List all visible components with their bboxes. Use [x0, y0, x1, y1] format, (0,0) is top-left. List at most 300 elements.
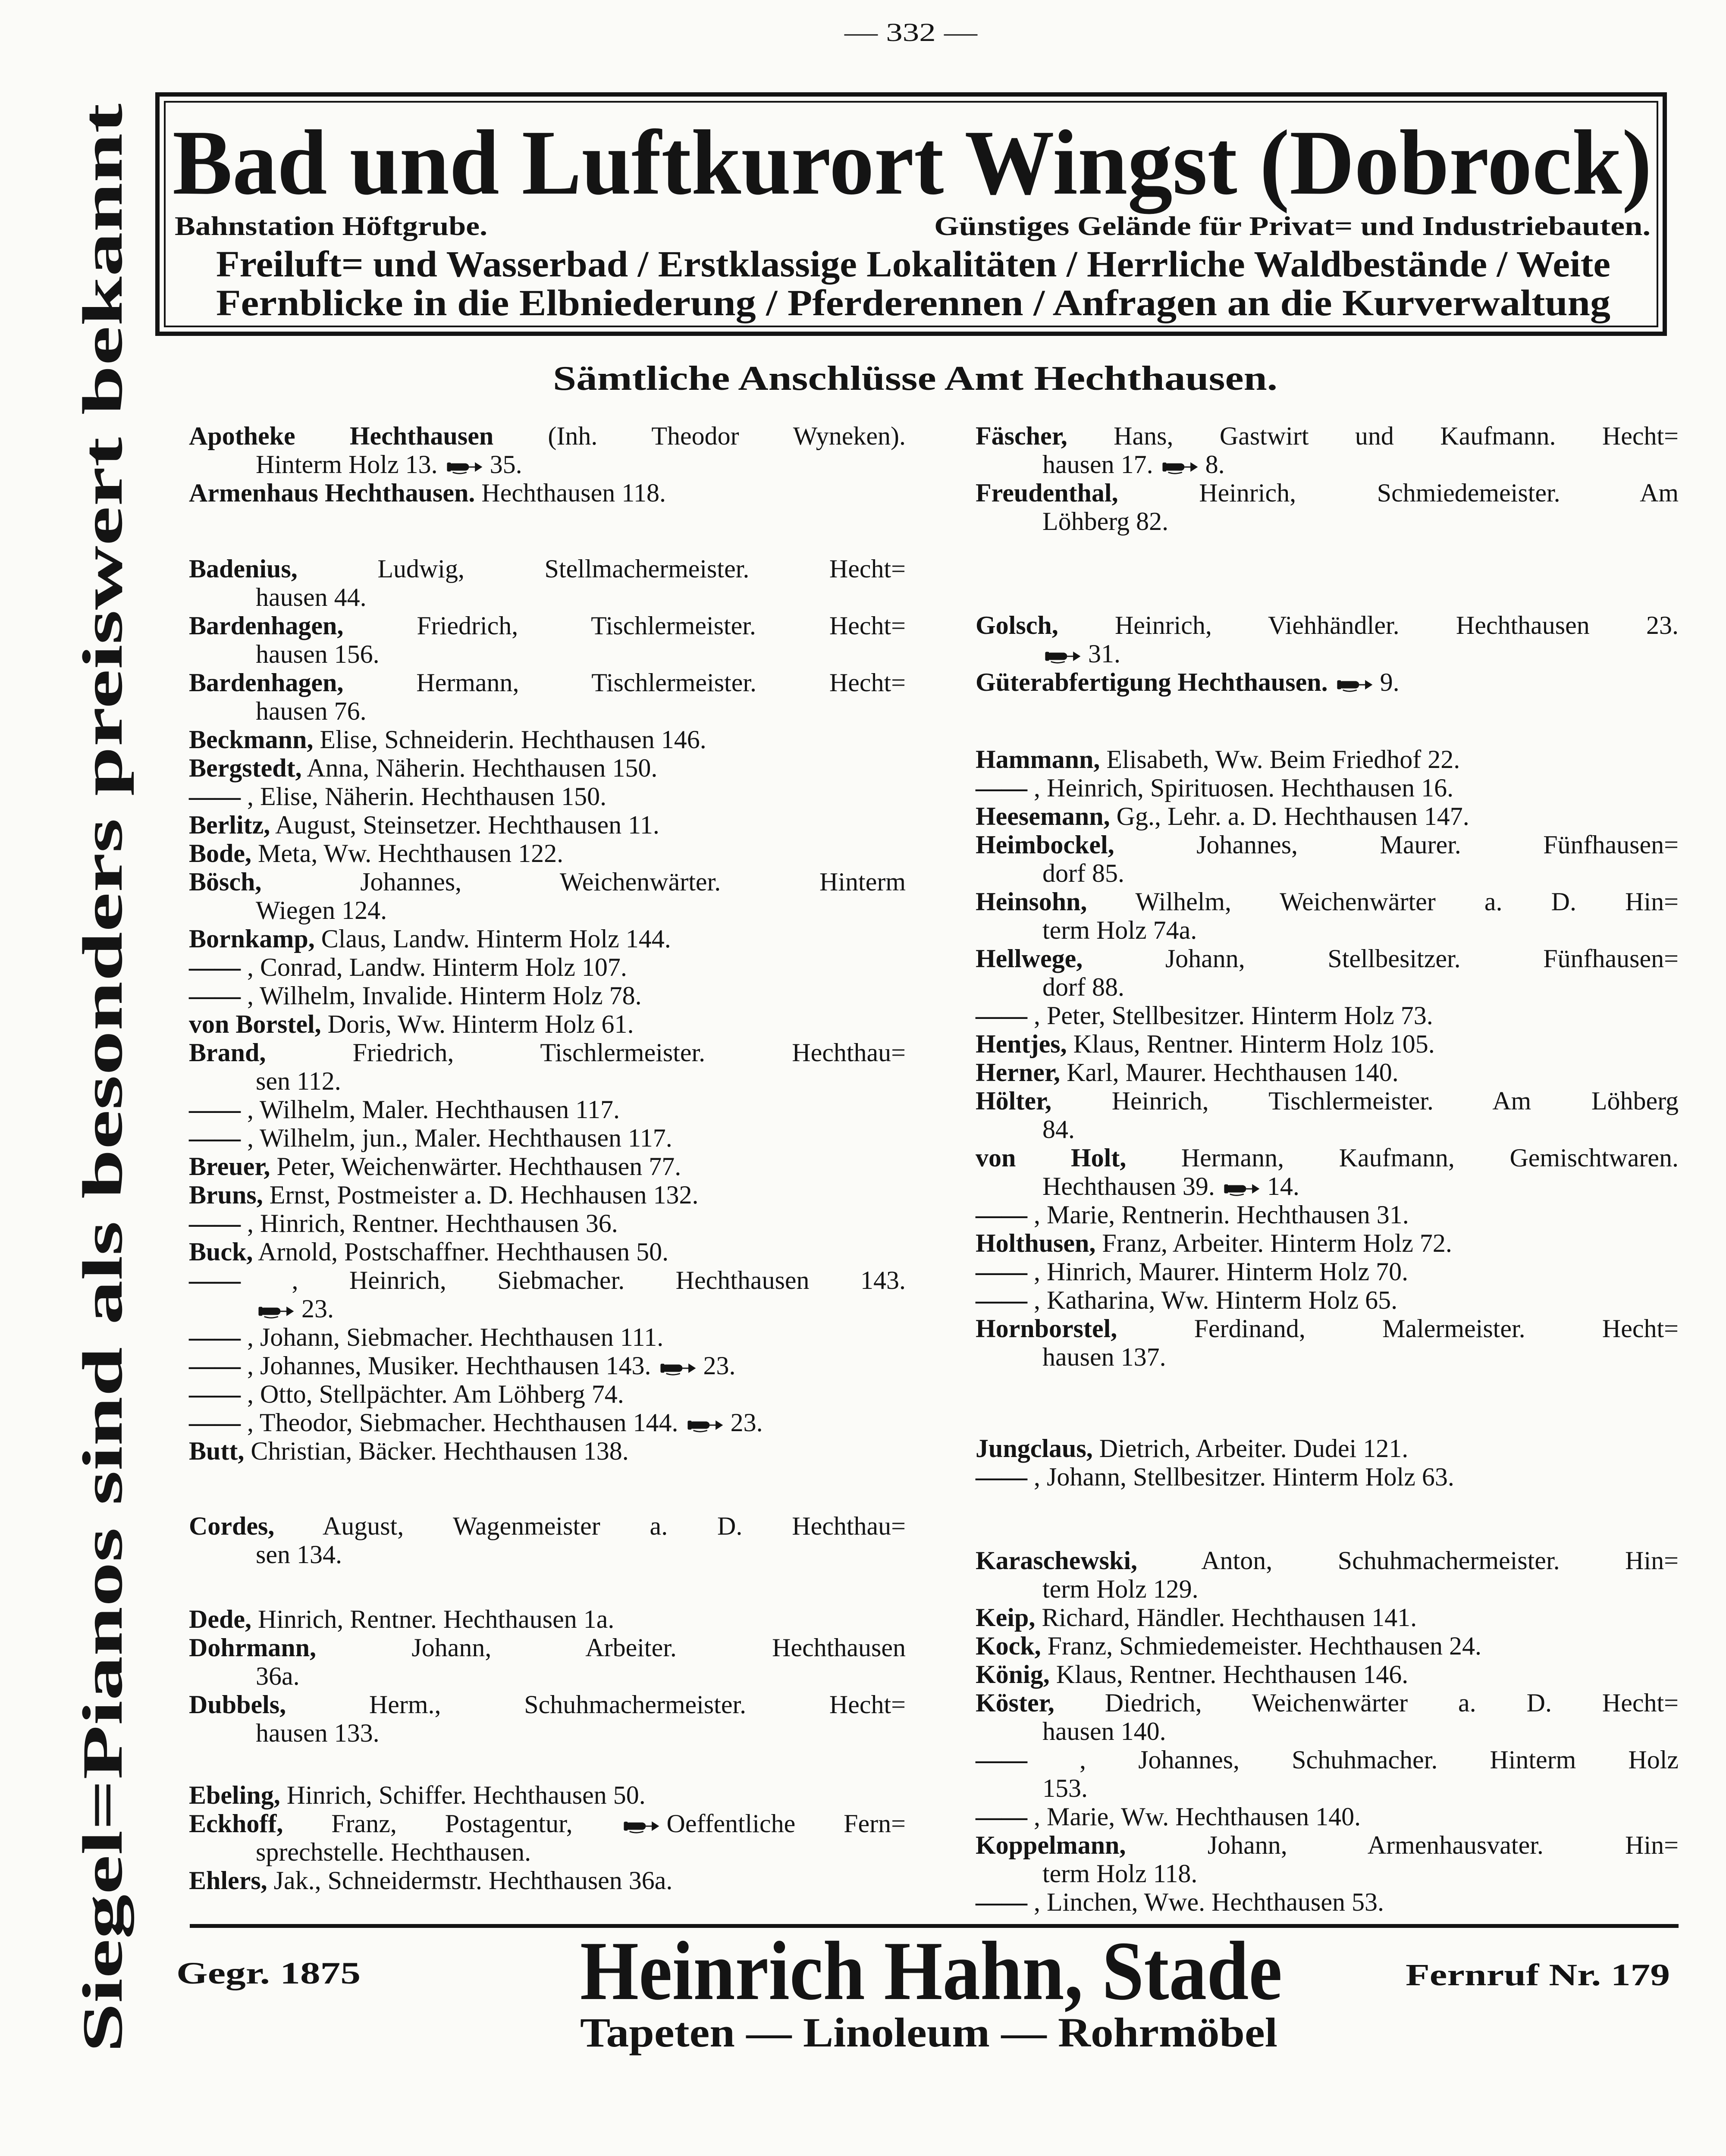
entry-text: Oeffentliche Fern= [666, 1809, 906, 1838]
entry-name: Koppelmann, [976, 1831, 1126, 1859]
entry-continuation-line [189, 1294, 906, 1323]
entry-line [976, 1058, 1679, 1087]
entry-text: hausen 76. [256, 697, 367, 725]
directory-entry [976, 1802, 1679, 1831]
directory-entry [976, 1229, 1679, 1257]
directory-entry [976, 1030, 1679, 1058]
entry-line [976, 1463, 1679, 1491]
entry-text: 31. [1088, 639, 1120, 668]
entry-text: Herm., Schuhmachermeister. Hecht= [369, 1690, 906, 1719]
entry-text: , Johann, Siebmacher. Hechthausen 111. [247, 1323, 664, 1351]
directory-entry [976, 1314, 1679, 1371]
entry-text: Hans, Gastwirt und Kaufmann. Hecht= [1114, 422, 1679, 450]
entry-text: , Wilhelm, jun., Maler. Hechthausen 117. [247, 1124, 672, 1152]
entry-line [976, 1831, 1679, 1859]
directory-entry [976, 745, 1679, 774]
entry-continuation-line [189, 640, 906, 668]
entry-text: 14. [1267, 1172, 1299, 1200]
entry-line [189, 1124, 906, 1152]
directory-entry [976, 944, 1679, 1001]
entry-line [976, 802, 1679, 830]
directory-entry [189, 1633, 906, 1690]
entry-text: Hechthausen 39. [1042, 1172, 1215, 1200]
entry-name: Dubbels, [189, 1690, 286, 1719]
directory-entry [189, 1380, 906, 1408]
entry-text: , Johannes, Musiker. Hechthausen 143. [247, 1351, 651, 1380]
entry-name: Hölter, [976, 1087, 1052, 1115]
entry-continuation-line [189, 1838, 906, 1866]
entry-line [976, 887, 1679, 916]
entry-name: Ehlers, [189, 1866, 267, 1895]
entry-name: Hammann, [976, 745, 1100, 774]
entry-line [189, 754, 906, 782]
entry-text: 84. [1042, 1115, 1075, 1144]
directory-entry [189, 1809, 906, 1866]
entry-name: Cordes, [189, 1512, 275, 1540]
entry-name: —— [189, 1266, 241, 1294]
telephone-icon [687, 1410, 724, 1425]
ad-terrain: Günstiges Gelände für Privat= und Industriebauten. [934, 212, 1651, 241]
entry-line [976, 1001, 1679, 1030]
entry-text: Ludwig, Stellmachermeister. Hecht= [377, 555, 906, 583]
directory-entry [976, 1200, 1679, 1229]
directory-entry [976, 887, 1679, 944]
entry-continuation-line [976, 1575, 1679, 1603]
directory-entry [189, 1152, 906, 1181]
entry-continuation-line [976, 1115, 1679, 1144]
entry-name: —— [976, 1286, 1027, 1314]
entry-line [976, 1689, 1679, 1717]
directory-entry [976, 479, 1679, 536]
entry-name: Köster, [976, 1689, 1054, 1717]
entry-text: 23. [703, 1351, 736, 1380]
entry-text: Johann, Stellbesitzer. Fünfhausen= [1165, 944, 1679, 973]
entry-line [189, 725, 906, 754]
entry-name: —— [189, 1124, 241, 1152]
entry-continuation-line [189, 583, 906, 611]
entry-name: Kock, [976, 1632, 1041, 1660]
directory-entry [976, 1632, 1679, 1660]
entry-line [976, 1632, 1679, 1660]
entry-text: , Katharina, Ww. Hinterm Holz 65. [1034, 1286, 1398, 1314]
entry-text: hausen 44. [256, 583, 367, 611]
directory-entry [976, 1001, 1679, 1030]
entry-line [189, 1152, 906, 1181]
directory-entry [189, 1690, 906, 1747]
entry-line [976, 1888, 1679, 1916]
entry-text: Wiegen 124. [256, 896, 387, 924]
entry-line [189, 1437, 906, 1465]
directory-entry [189, 1095, 906, 1124]
entry-line [189, 981, 906, 1010]
entry-continuation-line [976, 1343, 1679, 1371]
entry-text: hausen 17. [1042, 450, 1153, 479]
entry-name: Bruns, [189, 1181, 263, 1209]
entry-name: —— [189, 981, 241, 1010]
entry-name: Eckhoff, [189, 1809, 283, 1838]
entry-continuation-line [189, 450, 906, 479]
directory-entry [976, 1058, 1679, 1087]
entry-line [189, 1809, 906, 1838]
entry-text: Franz, Postagentur, [331, 1809, 573, 1838]
entry-text: 153. [1042, 1774, 1088, 1802]
letter-group [189, 555, 906, 1465]
entry-text: 9. [1380, 668, 1400, 696]
company-products: Tapeten — Linoleum — Rohrmöbel [580, 2009, 1277, 2056]
entry-continuation-line [976, 973, 1679, 1001]
directory-entry [976, 1603, 1679, 1632]
directory-entry [189, 1437, 906, 1465]
letter-group [189, 422, 906, 507]
bottom-advertisement [176, 1924, 1670, 2056]
letter-group [976, 1546, 1679, 1916]
entry-text: Gg., Lehr. a. D. Hechthausen 147. [1116, 802, 1469, 830]
section-heading: Sämtliche Anschlüsse Amt Hechthausen. [553, 360, 1277, 398]
entry-line [976, 830, 1679, 859]
entry-continuation-line [976, 450, 1679, 479]
entry-name: —— [976, 1200, 1027, 1229]
entry-name: Heimbockel, [976, 830, 1114, 859]
entry-line [189, 479, 906, 507]
entry-line [189, 611, 906, 640]
entry-text: Hinterm Holz 13. [256, 450, 438, 479]
directory-entry [976, 774, 1679, 802]
entry-text: Peter, Weichenwärter. Hechthausen 77. [276, 1152, 681, 1181]
entry-name: Berlitz, [189, 811, 270, 839]
letter-group [189, 1512, 906, 1569]
directory-entry [976, 1831, 1679, 1888]
entry-text: Friedrich, Tischlermeister. Hecht= [417, 611, 906, 640]
entry-continuation-line [189, 1067, 906, 1095]
directory-entry [189, 811, 906, 839]
ad-features-line-2: Fernblicke in die Elbniederung / Pferderennen / Anfragen an die Kurverwaltung [216, 282, 1610, 323]
entry-line [189, 1866, 906, 1895]
entry-line [976, 1229, 1679, 1257]
entry-name: Ebeling, [189, 1781, 280, 1809]
entry-text: , Heinrich, Siebmacher. Hechthausen 143. [292, 1266, 906, 1294]
entry-name: König, [976, 1660, 1050, 1689]
entry-name: Jungclaus, [976, 1434, 1093, 1463]
entry-name: —— [189, 953, 241, 981]
entry-name: —— [189, 1323, 241, 1351]
entry-name: Bardenhagen, [189, 611, 344, 640]
entry-text: hausen 133. [256, 1719, 380, 1747]
directory-entry [189, 981, 906, 1010]
directory-entry [976, 830, 1679, 887]
entry-text: hausen 140. [1042, 1717, 1166, 1745]
entry-name: —— [189, 1351, 241, 1380]
directory-entry [976, 611, 1679, 668]
entry-text: 36a. [256, 1662, 300, 1690]
entry-name: Bode, [189, 839, 252, 868]
entry-line [976, 422, 1679, 450]
telephone-icon [1045, 641, 1081, 656]
entry-name: —— [189, 1408, 241, 1437]
entry-continuation-line [189, 697, 906, 725]
entry-line [976, 1030, 1679, 1058]
entry-continuation-line [189, 1540, 906, 1569]
entry-line [976, 1745, 1679, 1774]
entry-name: Heesemann, [976, 802, 1110, 830]
entry-text: sen 112. [256, 1067, 341, 1095]
entry-text: Ferdinand, Malermeister. Hecht= [1194, 1314, 1679, 1343]
entry-text: , Linchen, Wwe. Hechthausen 53. [1034, 1888, 1384, 1916]
entry-name: Golsch, [976, 611, 1058, 639]
entry-name: Holthusen, [976, 1229, 1096, 1257]
directory-entry [189, 555, 906, 611]
entry-text: Klaus, Rentner. Hechthausen 146. [1056, 1660, 1409, 1689]
letter-group [976, 1434, 1679, 1491]
entry-text: Richard, Händler. Hechthausen 141. [1042, 1603, 1417, 1632]
entry-continuation-line [189, 896, 906, 924]
page-number: — 332 — [844, 18, 978, 47]
entry-text: Johann, Arbeiter. Hechthausen [411, 1633, 906, 1662]
entry-line [976, 774, 1679, 802]
entry-text: , Elise, Näherin. Hechthausen 150. [247, 782, 607, 811]
founded-year: Gegr. 1875 [176, 1956, 361, 1990]
entry-text: , Wilhelm, Maler. Hechthausen 117. [247, 1095, 620, 1124]
telephone-icon [447, 452, 483, 467]
entry-text: Claus, Landw. Hinterm Holz 144. [321, 924, 671, 953]
entry-line [189, 782, 906, 811]
entry-text: sprechstelle. Hechthausen. [256, 1838, 531, 1866]
entry-text: Christian, Bäcker. Hechthausen 138. [251, 1437, 629, 1465]
entry-name: Buck, [189, 1238, 253, 1266]
entry-name: —— [976, 1001, 1027, 1030]
entry-text: Anna, Näherin. Hechthausen 150. [307, 754, 658, 782]
directory-entry [189, 1266, 906, 1323]
entry-text: term Holz 118. [1042, 1859, 1198, 1888]
directory-entry [189, 754, 906, 782]
directory-entry [189, 1124, 906, 1152]
entry-line [189, 924, 906, 953]
directory-entry [976, 422, 1679, 479]
entry-text: Wilhelm, Weichenwärter a. D. Hin= [1135, 887, 1679, 916]
entry-name: Freudenthal, [976, 479, 1118, 507]
entry-line [189, 1238, 906, 1266]
directory-entry [189, 1038, 906, 1095]
entry-line [189, 1266, 906, 1294]
directory-entry [976, 802, 1679, 830]
entry-continuation-line [189, 1719, 906, 1747]
directory-entry [976, 668, 1679, 696]
entry-text: Dietrich, Arbeiter. Dudei 121. [1099, 1434, 1409, 1463]
entry-name: von Holt, [976, 1144, 1127, 1172]
directory-entry [189, 1323, 906, 1351]
entry-text: hausen 137. [1042, 1343, 1166, 1371]
entry-line [976, 1802, 1679, 1831]
ad-station: Bahnstation Höftgrube. [175, 212, 487, 241]
entry-text: Hermann, Tischlermeister. Hecht= [416, 668, 906, 697]
telephone-icon [258, 1296, 295, 1311]
entry-text: , Conrad, Landw. Hinterm Holz 107. [247, 953, 627, 981]
entry-text: Hinrich, Rentner. Hechthausen 1a. [257, 1605, 615, 1633]
entry-name: —— [189, 1095, 241, 1124]
entry-text: (Inh. Theodor Wyneken). [548, 422, 906, 450]
entry-text: , Marie, Rentnerin. Hechthausen 31. [1034, 1200, 1409, 1229]
entry-continuation-line [189, 1662, 906, 1690]
entry-continuation-line [976, 916, 1679, 944]
entry-name: Bergstedt, [189, 754, 302, 782]
entry-text: , Hinrich, Rentner. Hechthausen 36. [247, 1209, 618, 1238]
entry-text: Anton, Schuhmachermeister. Hin= [1201, 1546, 1679, 1575]
entry-text: Heinrich, Viehhändler. Hechthausen 23. [1114, 611, 1679, 639]
directory-entry [976, 1463, 1679, 1491]
entry-continuation-line [976, 507, 1679, 536]
entry-name: Bornkamp, [189, 924, 315, 953]
entry-text: hausen 156. [256, 640, 380, 668]
entry-line [976, 745, 1679, 774]
entry-line [189, 422, 906, 450]
entry-name: Dede, [189, 1605, 251, 1633]
entry-line [189, 1408, 906, 1437]
entry-name: Fäscher, [976, 422, 1067, 450]
letter-group [189, 1605, 906, 1747]
directory-entry [189, 1351, 906, 1380]
directory-entry [976, 1660, 1679, 1689]
directory-entry [189, 1605, 906, 1633]
entry-text: , Heinrich, Spirituosen. Hechthausen 16. [1034, 774, 1454, 802]
directory-entry [976, 1087, 1679, 1144]
entry-text: August, Wagenmeister a. D. Hechthau= [322, 1512, 906, 1540]
entry-text: , Otto, Stellpächter. Am Löhberg 74. [247, 1380, 624, 1408]
directory-column-right [976, 422, 1679, 1916]
entry-text: 35. [490, 450, 522, 479]
directory-entry [189, 1238, 906, 1266]
entry-text: Karl, Maurer. Hechthausen 140. [1067, 1058, 1399, 1087]
entry-text: Meta, Ww. Hechthausen 122. [258, 839, 564, 868]
entry-name: von Borstel, [189, 1010, 321, 1038]
entry-text: term Holz 129. [1042, 1575, 1199, 1603]
entry-name: —— [976, 774, 1027, 802]
entry-line [189, 668, 906, 697]
directory-entry [189, 422, 906, 479]
entry-line [976, 944, 1679, 973]
entry-line [976, 1434, 1679, 1463]
entry-name: Apotheke Hechthausen [189, 422, 494, 450]
directory-entry [976, 1434, 1679, 1463]
entry-name: Güterabfertigung Hechthausen. [976, 668, 1328, 696]
entry-text: Klaus, Rentner. Hinterm Holz 105. [1073, 1030, 1435, 1058]
ad-title: Bad und Luftkurort Wingst (Dobrock) [173, 111, 1652, 214]
entry-continuation-line [976, 639, 1679, 668]
entry-name: Karaschewski, [976, 1546, 1137, 1575]
entry-text: term Holz 74a. [1042, 916, 1197, 944]
entry-line [976, 668, 1679, 696]
entry-name: Armenhaus Hechthausen. [189, 479, 475, 507]
entry-line [189, 811, 906, 839]
directory-entry [976, 1546, 1679, 1603]
entry-text: Johannes, Weichenwärter. Hinterm [360, 868, 906, 896]
directory-entry [189, 611, 906, 668]
entry-text: Johann, Armenhausvater. Hin= [1207, 1831, 1679, 1859]
directory-entry [189, 1866, 906, 1895]
entry-text: Ernst, Postmeister a. D. Hechhausen 132. [269, 1181, 699, 1209]
entry-name: —— [976, 1802, 1027, 1831]
entry-line [976, 1546, 1679, 1575]
entry-text: Franz, Schmiedemeister. Hechthausen 24. [1047, 1632, 1482, 1660]
company-name: Heinrich Hahn, Stade [580, 1924, 1282, 2018]
entry-text: Elise, Schneiderin. Hechthausen 146. [320, 725, 706, 754]
entry-continuation-line [976, 1774, 1679, 1802]
entry-line [189, 1181, 906, 1209]
entry-text: , Hinrich, Maurer. Hinterm Holz 70. [1034, 1257, 1409, 1286]
entry-line [189, 868, 906, 896]
entry-text: Jak., Schneidermstr. Hechthausen 36a. [273, 1866, 673, 1895]
telephone-icon [1162, 452, 1199, 467]
entry-text: Hinrich, Schiffer. Hechthausen 50. [286, 1781, 646, 1809]
entry-line [976, 1660, 1679, 1689]
entry-line [976, 1144, 1679, 1172]
entry-name: Hentjes, [976, 1030, 1067, 1058]
entry-text: Heinrich, Schmiedemeister. Am [1199, 479, 1679, 507]
entry-line [976, 1603, 1679, 1632]
letter-group [976, 422, 1679, 536]
directory-entry [189, 1408, 906, 1437]
entry-line [189, 1209, 906, 1238]
telephone-icon [1337, 670, 1373, 684]
entry-name: Heinsohn, [976, 887, 1087, 916]
ad-features-line-1: Freiluft= und Wasserbad / Erstklassige Lokalitäten / Herrliche Waldbestände / Weite [216, 243, 1610, 285]
entry-name: Bardenhagen, [189, 668, 344, 697]
entry-line [976, 1087, 1679, 1115]
entry-line [189, 1010, 906, 1038]
top-advertisement-box [157, 94, 1665, 334]
letter-group [189, 1781, 906, 1895]
entry-line [189, 839, 906, 868]
telephone-icon [660, 1353, 697, 1368]
company-phone: Fernruf Nr. 179 [1406, 1958, 1670, 1992]
entry-text: Doris, Ww. Hinterm Holz 61. [327, 1010, 634, 1038]
entry-line [976, 1314, 1679, 1343]
directory-entry [189, 953, 906, 981]
entry-text: Hermann, Kaufmann, Gemischtwaren. [1181, 1144, 1679, 1172]
entry-line [976, 1286, 1679, 1314]
entry-line [189, 1095, 906, 1124]
entry-line [189, 1351, 906, 1380]
entry-text: , Peter, Stellbesitzer. Hinterm Holz 73. [1034, 1001, 1433, 1030]
entry-name: —— [976, 1888, 1027, 1916]
entry-text: , Marie, Ww. Hechthausen 140. [1034, 1802, 1361, 1831]
entry-text: Diedrich, Weichenwärter a. D. Hecht= [1105, 1689, 1679, 1717]
directory-entry [189, 924, 906, 953]
entry-line [976, 479, 1679, 507]
entry-text: , Johannes, Schuhmacher. Hinterm Holz [1080, 1745, 1679, 1774]
entry-line [189, 1038, 906, 1067]
entry-text: , Theodor, Siebmacher. Hechthausen 144. [247, 1408, 678, 1437]
entry-line [976, 611, 1679, 639]
entry-text: sen 134. [256, 1540, 342, 1569]
directory-entry [189, 1010, 906, 1038]
entry-line [189, 1690, 906, 1719]
entry-text: 23. [301, 1294, 334, 1323]
entry-text: Arnold, Postschaffner. Hechthausen 50. [258, 1238, 669, 1266]
entry-name: Herner, [976, 1058, 1061, 1087]
entry-text: Elisabeth, Ww. Beim Friedhof 22. [1106, 745, 1460, 774]
directory-entry [189, 1512, 906, 1569]
entry-line [189, 1512, 906, 1540]
entry-continuation-line [976, 1859, 1679, 1888]
entry-name: —— [976, 1257, 1027, 1286]
entry-name: —— [976, 1745, 1027, 1774]
letter-group [976, 611, 1679, 696]
directory-entry [189, 1181, 906, 1209]
directory-entry [189, 839, 906, 868]
entry-line [976, 1200, 1679, 1229]
entry-line [189, 1633, 906, 1662]
entry-name: —— [189, 1209, 241, 1238]
entry-line [189, 555, 906, 583]
